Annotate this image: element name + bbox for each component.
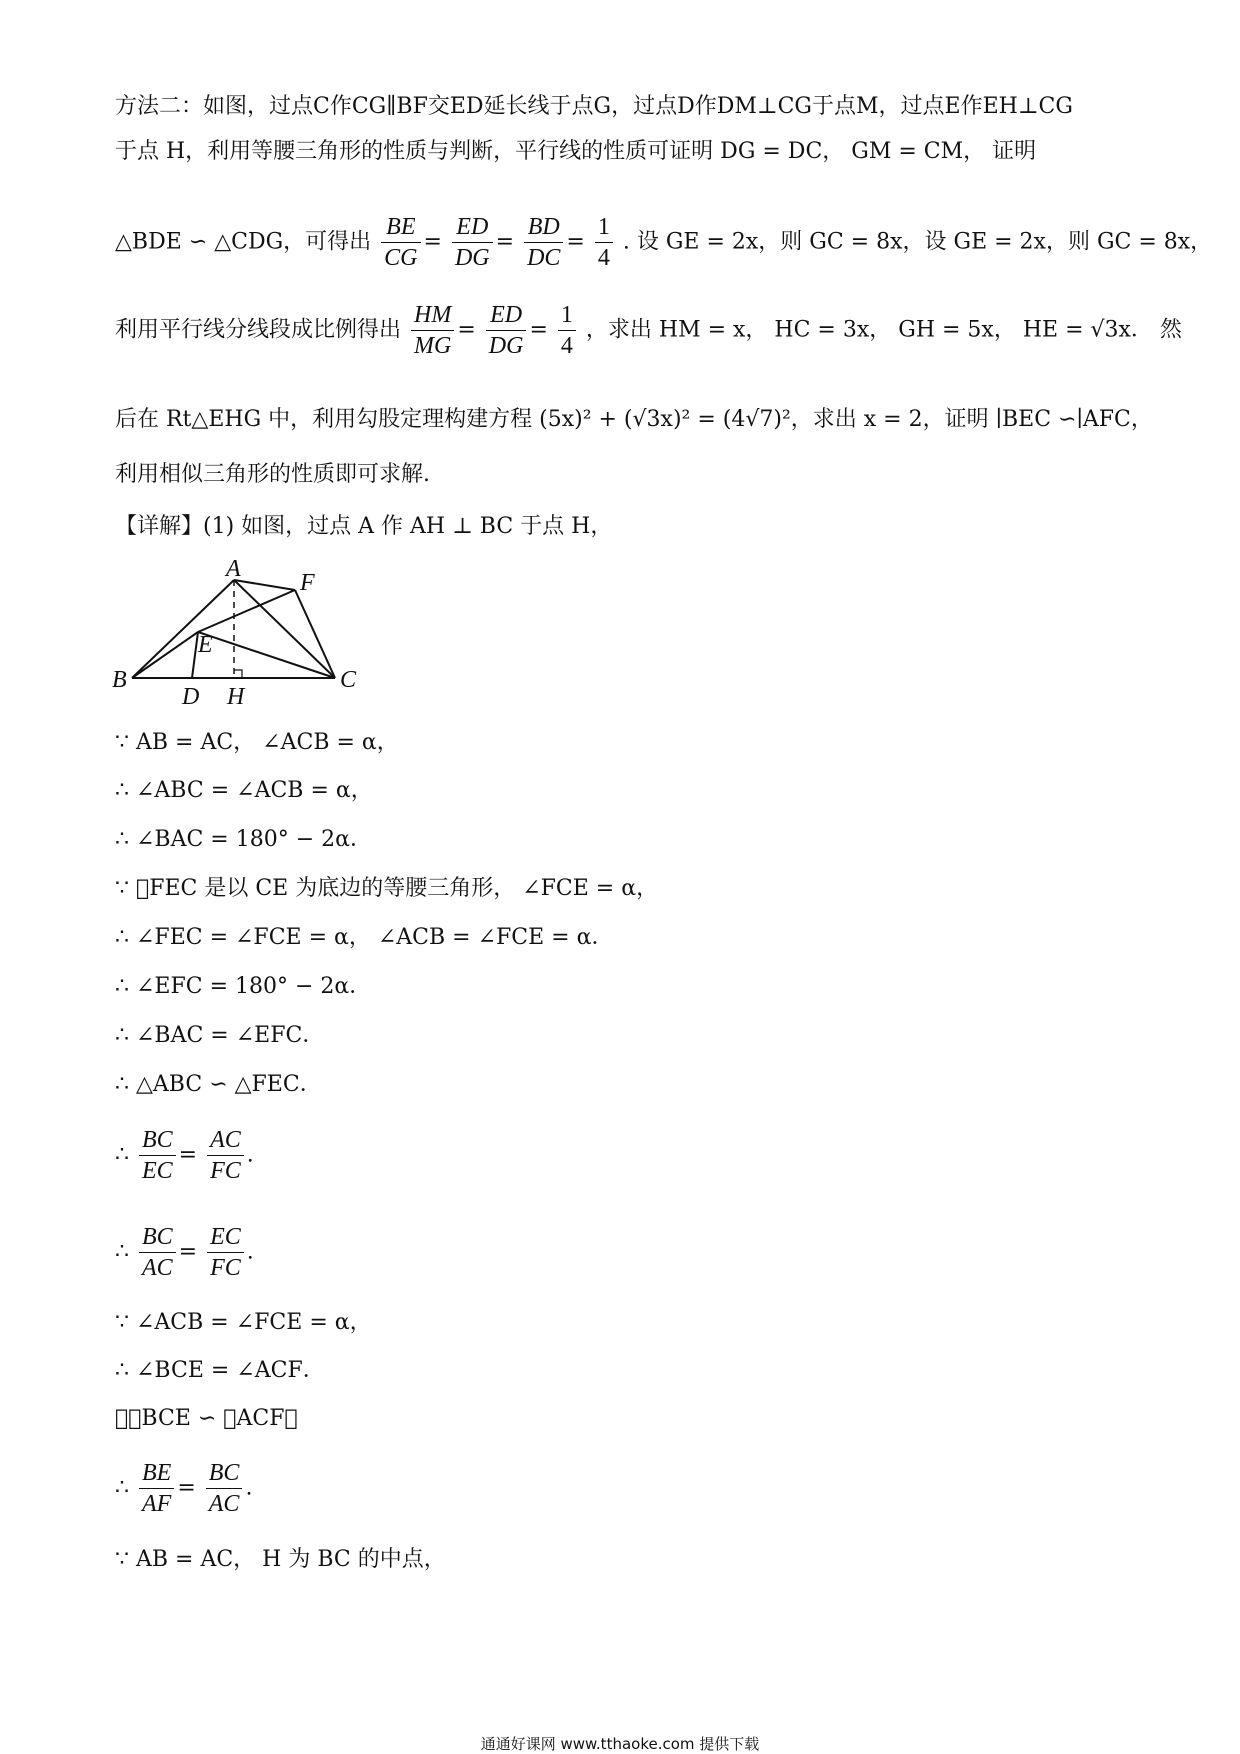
fraction-right (206, 1458, 243, 1519)
label-b: B (112, 667, 127, 693)
line4-prefix: 利用平行线分线段成比例得出 (115, 317, 402, 343)
step-4: ∵ ⃞FEC 是以 CE 为底边的等腰三角形， ∠FCE = α， (115, 876, 659, 901)
fraction-be-cg (381, 212, 420, 273)
step-7: ∴ ∠BAC = ∠EFC． (115, 1023, 325, 1048)
step-11: ∴⃞BCE ∽ ⃞ACF． (115, 1406, 298, 1431)
fraction-numerator: AC (210, 1127, 241, 1153)
fraction-denominator: EC (139, 1155, 176, 1186)
fraction-denominator: AF (139, 1488, 174, 1519)
line4-suffix: ，求出 HM = x， HC = 3x， GH = 5x， HE = √3x． 然 (585, 317, 1182, 343)
method2-line-3: △BDE ∽ △CDG，可得出 $\frac{BE}{CG}$ = $\frac{ED}{DG}$ = $\frac{BD}{DC}$ = $\frac{1}{4}$ . 设 GE = 2x，则 GC = 8x，设 GE = 2x，则 GC = 8x， (115, 214, 1213, 271)
fraction-numerator: HM (414, 302, 452, 328)
right-angle-mark (234, 670, 242, 678)
fraction-ed-dg (486, 300, 527, 361)
fraction-ed-dg (452, 212, 493, 273)
fraction-denominator: FC (207, 1252, 244, 1283)
fraction-denominator: DC (524, 242, 563, 273)
step-1: ∵ AB = AC， ∠ACB = α， (115, 730, 399, 755)
method2-line-4: 利用平行线分线段成比例得出 $\frac{HM}{MG}$ = $\frac{ED}{DG}$ = $\frac{1}{4}$ ，求出 HM = x， HC = 3x， GH = 5x， HE = √3x． 然 (115, 302, 1182, 359)
fraction-numerator: BC (208, 1460, 240, 1486)
step-3: ∴ ∠BAC = 180° − 2α． (115, 827, 372, 852)
therefore-symbol: ∴ (115, 1475, 129, 1501)
fraction-denominator: DG (486, 330, 527, 361)
footer-source: 通通好课网 www.tthaoke.com 提供下载 (480, 1735, 760, 1753)
fraction-numerator: 1 (560, 302, 573, 328)
fraction-denominator: DG (452, 242, 493, 273)
line3-prefix: △BDE ∽ △CDG，可得出 (115, 229, 372, 255)
method2-line-2: 于点 H，利用等腰三角形的性质与判断，平行线的性质可证明 DG = DC， GM = CM， 证明 (115, 139, 1037, 164)
label-h: H (227, 684, 245, 710)
fraction-bd-dc (524, 212, 563, 273)
fraction-denominator: MG (411, 330, 454, 361)
segment-ec (198, 632, 335, 678)
line3-suffix: . 设 GE = 2x，则 GC = 8x，设 GE = 2x，则 GC = 8x， (622, 229, 1213, 255)
fraction-denominator: 4 (595, 242, 613, 273)
fraction-denominator: AC (139, 1252, 176, 1283)
label-e: E (198, 632, 213, 658)
detail-heading: 【详解】(1) 如图，过点 A 作 AH ⊥ BC 于点 H， (115, 514, 613, 539)
fraction-numerator: ED (456, 214, 489, 240)
fraction-right (207, 1125, 244, 1186)
fraction-step-1: ∴ $\frac{BC}{EC}$ = $\frac{AC}{FC}$ . (115, 1127, 254, 1184)
method2-line-1: 方法二：如图，过点C作CG∥BF交ED延长线于点G，过点D作DM⊥CG于点M，过点E作EH⊥CG (115, 94, 1073, 119)
fraction-denominator: 4 (558, 330, 576, 361)
step-5: ∴ ∠FEC = ∠FCE = α， ∠ACB = ∠FCE = α． (115, 925, 614, 950)
segment-be (132, 632, 198, 678)
segment-fc (295, 590, 335, 678)
fraction-one-quarter (558, 300, 576, 361)
geometry-figure (110, 560, 370, 710)
label-c: C (340, 667, 357, 693)
step-12: ∵ AB = AC， H 为 BC 的中点， (115, 1547, 446, 1572)
fraction-step-3: ∴ $\frac{BE}{AF}$ = $\frac{BC}{AC}$ . (115, 1460, 253, 1517)
fraction-denominator: CG (381, 242, 420, 273)
step-6: ∴ ∠EFC = 180° − 2α． (115, 974, 372, 999)
step-2: ∴ ∠ABC = ∠ACB = α， (115, 778, 373, 803)
label-f: F (300, 570, 315, 596)
fraction-numerator: BC (142, 1127, 173, 1153)
fraction-numerator: BE (142, 1460, 172, 1486)
fraction-numerator: BD (527, 214, 560, 240)
label-a: A (226, 560, 241, 582)
fraction-left (139, 1458, 174, 1519)
fraction-numerator: ED (490, 302, 523, 328)
fraction-left (139, 1222, 176, 1283)
fraction-left (139, 1125, 176, 1186)
therefore-symbol: ∴ (115, 1142, 129, 1168)
label-d: D (182, 684, 200, 710)
fraction-one-quarter (595, 212, 613, 273)
fraction-hm-mg (411, 300, 454, 361)
method2-line-6: 利用相似三角形的性质即可求解. (115, 462, 430, 487)
step-10: ∴ ∠BCE = ∠ACF． (115, 1358, 325, 1383)
method2-line-5: 后在 Rt△EHG 中，利用勾股定理构建方程 (5x)² + (√3x)² = (4√7)²，求出 x = 2，证明 ∣BEC ∽∣AFC， (115, 407, 1153, 432)
fraction-numerator: BC (142, 1224, 173, 1250)
therefore-symbol: ∴ (115, 1239, 129, 1265)
fraction-numerator: 1 (597, 214, 610, 240)
step-8: ∴ △ABC ∽ △FEC． (115, 1072, 322, 1097)
fraction-denominator: AC (206, 1488, 243, 1519)
fraction-right (207, 1222, 244, 1283)
step-9: ∵ ∠ACB = ∠FCE = α， (115, 1310, 372, 1335)
fraction-denominator: FC (207, 1155, 244, 1186)
fraction-step-2: ∴ $\frac{BC}{AC}$ = $\frac{EC}{FC}$ . (115, 1224, 254, 1281)
segment-ab (132, 580, 234, 678)
fraction-numerator: BE (386, 214, 416, 240)
fraction-numerator: EC (210, 1224, 241, 1250)
